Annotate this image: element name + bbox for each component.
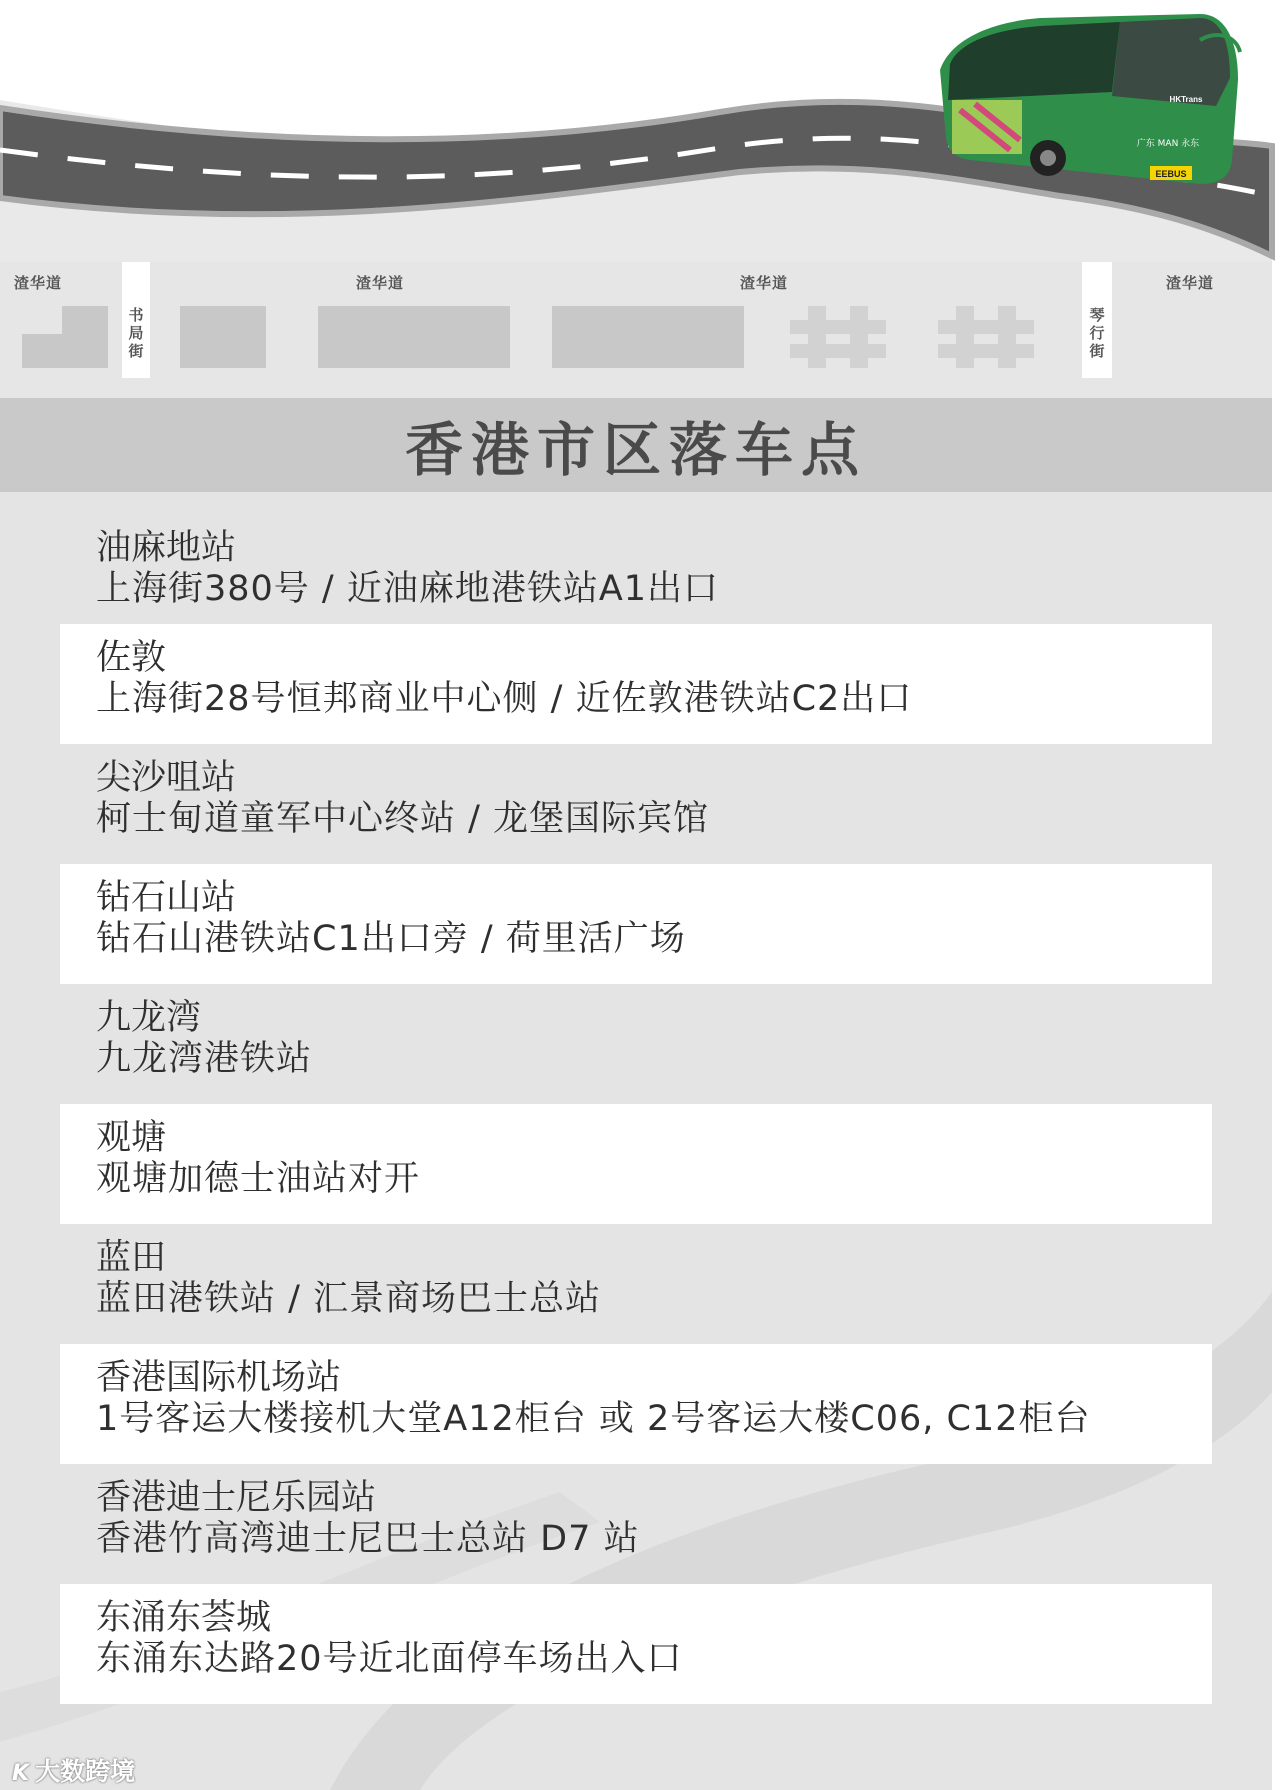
stop-item [60, 1224, 1212, 1344]
stop-name: 东涌东荟城 [96, 1598, 272, 1638]
stop-address: 观塘加德士油站对开 [96, 1159, 421, 1199]
street-label: 渣华道 [14, 274, 63, 292]
bus-badge-text: EEBUS [1155, 169, 1187, 179]
stop-name: 九龙湾 [96, 998, 202, 1038]
watermark-text: 大数跨境 [35, 1757, 136, 1786]
stop-item [60, 624, 1212, 744]
stop-address: 钻石山港铁站C1出口旁 / 荷里活广场 [96, 919, 686, 959]
stop-name: 尖沙咀站 [96, 758, 237, 798]
stop-name: 钻石山站 [96, 878, 237, 918]
stop-address: 香港竹高湾迪士尼巴士总站 D7 站 [96, 1519, 640, 1559]
watermark-logo-icon: K [12, 1761, 30, 1786]
street-label: 渣华道 [356, 274, 405, 292]
bus-side-text: 广东 MAN 永东 [1136, 139, 1200, 149]
page-title: 香港市区落车点 [404, 416, 867, 484]
bus-illustration [940, 14, 1240, 184]
watermark [12, 1752, 135, 1788]
stop-item [60, 744, 1212, 864]
stop-name: 观塘 [96, 1118, 167, 1158]
stop-address: 1号客运大楼接机大堂A12柜台 或 2号客运大楼C06, C12柜台 [96, 1399, 1091, 1439]
stop-item [60, 864, 1212, 984]
stop-name: 香港国际机场站 [96, 1358, 342, 1398]
title-band [0, 398, 1272, 492]
bus-brand-text: HKTrans [1169, 95, 1203, 104]
stop-address: 东涌东达路20号近北面停车场出入口 [96, 1639, 683, 1679]
stop-address: 柯士甸道童军中心终站 / 龙堡国际宾馆 [96, 799, 710, 839]
stop-item [60, 1104, 1212, 1224]
street-label-vertical: 琴行街 [1089, 306, 1105, 360]
stop-item [60, 1344, 1212, 1464]
stop-address: 上海街28号恒邦商业中心侧 / 近佐敦港铁站C2出口 [96, 679, 913, 719]
stop-name: 香港迪士尼乐园站 [96, 1478, 377, 1518]
map-block [552, 306, 744, 368]
stop-item [60, 1464, 1212, 1584]
street-label: 渣华道 [1166, 274, 1215, 292]
stop-name: 佐敦 [96, 638, 167, 678]
map-block [180, 306, 266, 368]
stop-item [60, 514, 1212, 634]
stop-name: 油麻地站 [96, 528, 237, 568]
stop-address: 蓝田港铁站 / 汇景商场巴士总站 [96, 1279, 602, 1319]
stop-address: 九龙湾港铁站 [96, 1039, 313, 1079]
stop-item [60, 984, 1212, 1104]
street-label-vertical: 书局街 [128, 306, 144, 360]
stop-address: 上海街380号 / 近油麻地港铁站A1出口 [96, 569, 720, 609]
street-label: 渣华道 [740, 274, 789, 292]
stop-name: 蓝田 [96, 1238, 167, 1278]
map-block [318, 306, 510, 368]
stop-item [60, 1584, 1212, 1704]
